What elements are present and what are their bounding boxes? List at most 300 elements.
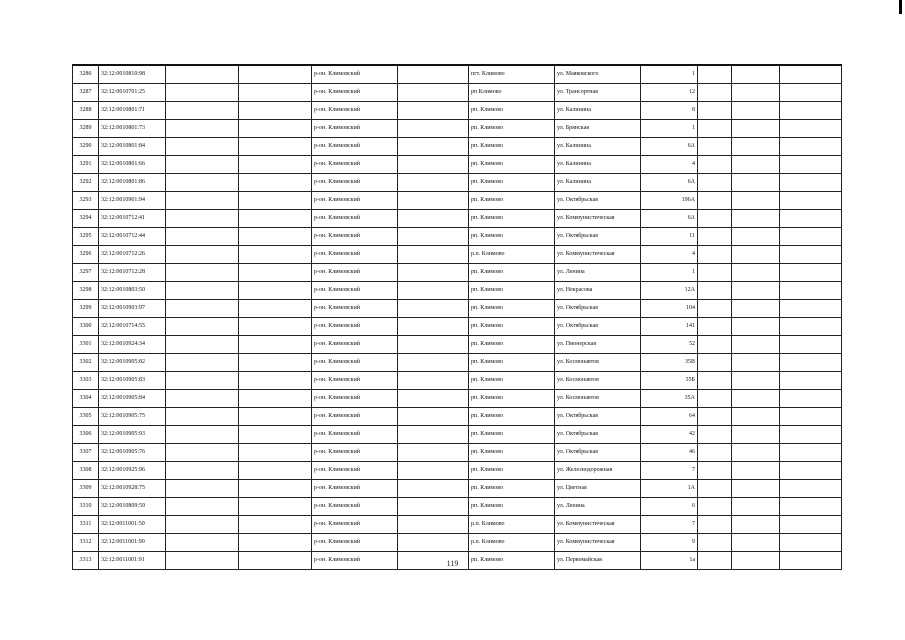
- col-4-cell: [239, 462, 312, 480]
- settlement-cell: рп. Климово: [469, 372, 555, 390]
- house-number-cell: 1: [641, 264, 698, 282]
- street-cell: ул. Космонавтов: [555, 390, 641, 408]
- house-number-cell: 196А: [641, 192, 698, 210]
- col-11-cell: [732, 444, 780, 462]
- col-4-cell: [239, 390, 312, 408]
- col-11-cell: [732, 210, 780, 228]
- street-cell: ул. Октябрьская: [555, 426, 641, 444]
- row-number-cell: 3307: [73, 444, 99, 462]
- row-number-cell: 3303: [73, 372, 99, 390]
- street-cell: ул. Трансортная: [555, 84, 641, 102]
- house-number-cell: 141: [641, 318, 698, 336]
- settlement-cell: рп. Климово: [469, 462, 555, 480]
- table-row: [73, 354, 842, 372]
- col-4-cell: [239, 120, 312, 138]
- district-cell: р-он. Климовский: [312, 138, 398, 156]
- table-row: [73, 246, 842, 264]
- cadastral-number-cell: 32:12:0010712:28: [99, 264, 166, 282]
- col-11-cell: [732, 156, 780, 174]
- table-row: [73, 264, 842, 282]
- col-3-cell: [166, 408, 239, 426]
- col-11-cell: [732, 84, 780, 102]
- district-cell: р-он. Климовский: [312, 84, 398, 102]
- col-12-cell: [780, 336, 842, 354]
- district-cell: р-он. Климовский: [312, 534, 398, 552]
- col-11-cell: [732, 480, 780, 498]
- cadastral-number-cell: 32:12:0010801:71: [99, 102, 166, 120]
- col-10-cell: [698, 264, 732, 282]
- col-4-cell: [239, 534, 312, 552]
- house-number-cell: 6А: [641, 174, 698, 192]
- col-6-cell: [398, 462, 469, 480]
- settlement-cell: рп. Климово: [469, 498, 555, 516]
- col-3-cell: [166, 102, 239, 120]
- settlement-cell: рп. Климово: [469, 102, 555, 120]
- cadastral-number-cell: 32:12:0010803:50: [99, 282, 166, 300]
- district-cell: р-он. Климовский: [312, 65, 398, 84]
- col-10-cell: [698, 444, 732, 462]
- col-6-cell: [398, 354, 469, 372]
- street-cell: ул. Космонавтов: [555, 372, 641, 390]
- district-cell: р-он. Климовский: [312, 174, 398, 192]
- cadastral-number-cell: 32:12:0010928:75: [99, 480, 166, 498]
- col-3-cell: [166, 156, 239, 174]
- row-number-cell: 3310: [73, 498, 99, 516]
- col-4-cell: [239, 138, 312, 156]
- row-number-cell: 3287: [73, 84, 99, 102]
- col-6-cell: [398, 246, 469, 264]
- col-4-cell: [239, 336, 312, 354]
- table-row: [73, 462, 842, 480]
- col-6-cell: [398, 318, 469, 336]
- house-number-cell: 9: [641, 534, 698, 552]
- row-number-cell: 3306: [73, 426, 99, 444]
- col-6-cell: [398, 480, 469, 498]
- district-cell: р-он. Климовский: [312, 336, 398, 354]
- street-cell: ул. Космонавтов: [555, 354, 641, 372]
- col-10-cell: [698, 372, 732, 390]
- row-number-cell: 3296: [73, 246, 99, 264]
- col-6-cell: [398, 516, 469, 534]
- district-cell: р-он. Климовский: [312, 246, 398, 264]
- cadastral-number-cell: 32:12:0010712:41: [99, 210, 166, 228]
- col-11-cell: [732, 65, 780, 84]
- settlement-cell: рп. Климово: [469, 354, 555, 372]
- col-10-cell: [698, 156, 732, 174]
- col-10-cell: [698, 498, 732, 516]
- col-12-cell: [780, 65, 842, 84]
- house-number-cell: 35Б: [641, 372, 698, 390]
- table-row: [73, 282, 842, 300]
- row-number-cell: 3286: [73, 65, 99, 84]
- street-cell: ул. Пионерская: [555, 336, 641, 354]
- cadastral-number-cell: 32:12:0010701:25: [99, 84, 166, 102]
- col-6-cell: [398, 390, 469, 408]
- col-11-cell: [732, 228, 780, 246]
- cadastral-number-cell: 32:12:0010905:83: [99, 372, 166, 390]
- col-6-cell: [398, 300, 469, 318]
- street-cell: ул. Маяковского: [555, 65, 641, 84]
- col-4-cell: [239, 282, 312, 300]
- col-6-cell: [398, 444, 469, 462]
- street-cell: ул. Коммунистическая: [555, 534, 641, 552]
- settlement-cell: р.п. Климово: [469, 516, 555, 534]
- settlement-cell: рп. Климово: [469, 174, 555, 192]
- col-12-cell: [780, 120, 842, 138]
- col-3-cell: [166, 228, 239, 246]
- row-number-cell: 3297: [73, 264, 99, 282]
- col-4-cell: [239, 354, 312, 372]
- row-number-cell: 3313: [73, 552, 99, 570]
- col-3-cell: [166, 246, 239, 264]
- row-number-cell: 3294: [73, 210, 99, 228]
- street-cell: ул. Коммунистическая: [555, 246, 641, 264]
- row-number-cell: 3308: [73, 462, 99, 480]
- col-10-cell: [698, 318, 732, 336]
- table-row: [73, 444, 842, 462]
- col-4-cell: [239, 84, 312, 102]
- table-row: [73, 300, 842, 318]
- col-4-cell: [239, 228, 312, 246]
- col-4-cell: [239, 480, 312, 498]
- cadastral-number-cell: 32:12:0010905:82: [99, 354, 166, 372]
- col-10-cell: [698, 390, 732, 408]
- col-12-cell: [780, 534, 842, 552]
- district-cell: р-он. Климовский: [312, 300, 398, 318]
- col-11-cell: [732, 246, 780, 264]
- settlement-cell: рп. Климово: [469, 228, 555, 246]
- col-10-cell: [698, 408, 732, 426]
- house-number-cell: 35В: [641, 354, 698, 372]
- col-3-cell: [166, 65, 239, 84]
- row-number-cell: 3304: [73, 390, 99, 408]
- col-3-cell: [166, 120, 239, 138]
- settlement-cell: пгт. Климово: [469, 65, 555, 84]
- col-10-cell: [698, 65, 732, 84]
- col-12-cell: [780, 228, 842, 246]
- district-cell: р-он. Климовский: [312, 498, 398, 516]
- register-table-body: [73, 65, 842, 570]
- street-cell: ул. Железнодорожная: [555, 462, 641, 480]
- settlement-cell: рп. Климово: [469, 426, 555, 444]
- col-12-cell: [780, 300, 842, 318]
- col-12-cell: [780, 192, 842, 210]
- street-cell: ул. Октябрьская: [555, 444, 641, 462]
- district-cell: р-он. Климовский: [312, 444, 398, 462]
- col-11-cell: [732, 174, 780, 192]
- table-row: [73, 390, 842, 408]
- col-4-cell: [239, 192, 312, 210]
- col-10-cell: [698, 84, 732, 102]
- col-12-cell: [780, 84, 842, 102]
- street-cell: ул. Калинина: [555, 156, 641, 174]
- table-row: [73, 534, 842, 552]
- col-11-cell: [732, 408, 780, 426]
- street-cell: ул. Калинина: [555, 102, 641, 120]
- col-11-cell: [732, 300, 780, 318]
- col-6-cell: [398, 498, 469, 516]
- col-3-cell: [166, 336, 239, 354]
- settlement-cell: рп. Климово: [469, 120, 555, 138]
- col-12-cell: [780, 462, 842, 480]
- district-cell: р-он. Климовский: [312, 156, 398, 174]
- col-12-cell: [780, 516, 842, 534]
- district-cell: р-он. Климовский: [312, 192, 398, 210]
- col-12-cell: [780, 282, 842, 300]
- cadastral-number-cell: 32:12:0010810:98: [99, 65, 166, 84]
- street-cell: ул. Первомайская: [555, 552, 641, 570]
- cadastral-number-cell: 32:12:0011001:91: [99, 552, 166, 570]
- table-row: [73, 498, 842, 516]
- row-number-cell: 3298: [73, 282, 99, 300]
- house-number-cell: 8: [641, 102, 698, 120]
- cadastral-number-cell: 32:12:0010801:84: [99, 138, 166, 156]
- col-4-cell: [239, 210, 312, 228]
- row-number-cell: 3289: [73, 120, 99, 138]
- table-row: [73, 210, 842, 228]
- col-12-cell: [780, 156, 842, 174]
- row-number-cell: 3293: [73, 192, 99, 210]
- col-6-cell: [398, 210, 469, 228]
- register-table: [72, 64, 842, 570]
- row-number-cell: 3291: [73, 156, 99, 174]
- col-10-cell: [698, 534, 732, 552]
- col-12-cell: [780, 372, 842, 390]
- col-4-cell: [239, 408, 312, 426]
- cadastral-number-cell: 32:12:0010905:84: [99, 390, 166, 408]
- col-4-cell: [239, 174, 312, 192]
- house-number-cell: 46: [641, 444, 698, 462]
- col-12-cell: [780, 138, 842, 156]
- cadastral-number-cell: 32:12:0010901:94: [99, 192, 166, 210]
- street-cell: ул. Ленина: [555, 264, 641, 282]
- col-3-cell: [166, 498, 239, 516]
- settlement-cell: р.п. Климово: [469, 246, 555, 264]
- street-cell: ул. Октябрьская: [555, 408, 641, 426]
- district-cell: р-он. Климовский: [312, 282, 398, 300]
- col-6-cell: [398, 228, 469, 246]
- col-4-cell: [239, 444, 312, 462]
- col-10-cell: [698, 480, 732, 498]
- table-row: [73, 84, 842, 102]
- col-12-cell: [780, 174, 842, 192]
- col-11-cell: [732, 336, 780, 354]
- col-4-cell: [239, 516, 312, 534]
- col-3-cell: [166, 462, 239, 480]
- col-3-cell: [166, 426, 239, 444]
- col-12-cell: [780, 264, 842, 282]
- district-cell: р-он. Климовский: [312, 390, 398, 408]
- col-6-cell: [398, 138, 469, 156]
- col-12-cell: [780, 426, 842, 444]
- settlement-cell: рп. Климово: [469, 444, 555, 462]
- col-11-cell: [732, 138, 780, 156]
- col-6-cell: [398, 264, 469, 282]
- col-12-cell: [780, 390, 842, 408]
- col-6-cell: [398, 372, 469, 390]
- col-6-cell: [398, 336, 469, 354]
- col-10-cell: [698, 210, 732, 228]
- house-number-cell: 7: [641, 516, 698, 534]
- street-cell: ул. Некрасова: [555, 282, 641, 300]
- cadastral-number-cell: 32:12:0010809:59: [99, 498, 166, 516]
- street-cell: ул. Коммунистическая: [555, 210, 641, 228]
- row-number-cell: 3312: [73, 534, 99, 552]
- col-11-cell: [732, 498, 780, 516]
- cadastral-number-cell: 32:12:0010925:96: [99, 462, 166, 480]
- col-3-cell: [166, 84, 239, 102]
- settlement-cell: рп. Климово: [469, 390, 555, 408]
- row-number-cell: 3301: [73, 336, 99, 354]
- settlement-cell: рп. Климово: [469, 336, 555, 354]
- col-10-cell: [698, 354, 732, 372]
- house-number-cell: 1А: [641, 480, 698, 498]
- settlement-cell: рп. Климово: [469, 318, 555, 336]
- district-cell: р-он. Климовский: [312, 210, 398, 228]
- col-4-cell: [239, 372, 312, 390]
- house-number-cell: 52: [641, 336, 698, 354]
- cadastral-number-cell: 32:12:0010905:93: [99, 426, 166, 444]
- row-number-cell: 3302: [73, 354, 99, 372]
- settlement-cell: р.п. Климово: [469, 534, 555, 552]
- cadastral-number-cell: 32:12:0011001:50: [99, 516, 166, 534]
- col-10-cell: [698, 228, 732, 246]
- col-6-cell: [398, 192, 469, 210]
- col-4-cell: [239, 102, 312, 120]
- table-row: [73, 174, 842, 192]
- col-11-cell: [732, 534, 780, 552]
- col-10-cell: [698, 102, 732, 120]
- table-row: [73, 372, 842, 390]
- house-number-cell: 64: [641, 408, 698, 426]
- col-6-cell: [398, 65, 469, 84]
- street-cell: ул. Брянская: [555, 120, 641, 138]
- cadastral-number-cell: 32:12:0011001:90: [99, 534, 166, 552]
- col-6-cell: [398, 174, 469, 192]
- row-number-cell: 3292: [73, 174, 99, 192]
- col-12-cell: [780, 102, 842, 120]
- table-row: [73, 318, 842, 336]
- table-row: [73, 426, 842, 444]
- col-4-cell: [239, 498, 312, 516]
- col-6-cell: [398, 534, 469, 552]
- district-cell: р-он. Климовский: [312, 372, 398, 390]
- house-number-cell: 35А: [641, 390, 698, 408]
- district-cell: р-он. Климовский: [312, 426, 398, 444]
- col-11-cell: [732, 462, 780, 480]
- cadastral-number-cell: 32:12:0010712:44: [99, 228, 166, 246]
- house-number-cell: 6: [641, 498, 698, 516]
- col-3-cell: [166, 282, 239, 300]
- settlement-cell: рп. Климово: [469, 192, 555, 210]
- col-11-cell: [732, 516, 780, 534]
- col-10-cell: [698, 174, 732, 192]
- row-number-cell: 3305: [73, 408, 99, 426]
- district-cell: р-он. Климовский: [312, 480, 398, 498]
- col-10-cell: [698, 300, 732, 318]
- house-number-cell: 12А: [641, 282, 698, 300]
- cadastral-number-cell: 32:12:0010924:34: [99, 336, 166, 354]
- table-row: [73, 65, 842, 84]
- col-4-cell: [239, 65, 312, 84]
- cadastral-number-cell: 32:12:0010714:55: [99, 318, 166, 336]
- table-row: [73, 408, 842, 426]
- district-cell: р-он. Климовский: [312, 102, 398, 120]
- col-6-cell: [398, 102, 469, 120]
- col-11-cell: [732, 282, 780, 300]
- table-row: [73, 480, 842, 498]
- table-row: [73, 228, 842, 246]
- settlement-cell: рп. Климово: [469, 282, 555, 300]
- col-10-cell: [698, 246, 732, 264]
- row-number-cell: 3311: [73, 516, 99, 534]
- col-11-cell: [732, 264, 780, 282]
- house-number-cell: 104: [641, 300, 698, 318]
- col-3-cell: [166, 354, 239, 372]
- street-cell: ул. Октябрьская: [555, 192, 641, 210]
- col-11-cell: [732, 102, 780, 120]
- row-number-cell: 3290: [73, 138, 99, 156]
- table-row: [73, 138, 842, 156]
- district-cell: р-он. Климовский: [312, 120, 398, 138]
- row-number-cell: 3309: [73, 480, 99, 498]
- settlement-cell: рп. Климово: [469, 210, 555, 228]
- settlement-cell: рп. Климово: [469, 552, 555, 570]
- table-row: [73, 516, 842, 534]
- cadastral-number-cell: 32:12:0010801:86: [99, 174, 166, 192]
- settlement-cell: рп. Климово: [469, 408, 555, 426]
- house-number-cell: 1а: [641, 552, 698, 570]
- col-6-cell: [398, 282, 469, 300]
- district-cell: р-он. Климовский: [312, 408, 398, 426]
- col-4-cell: [239, 426, 312, 444]
- col-3-cell: [166, 480, 239, 498]
- settlement-cell: рп. Климово: [469, 156, 555, 174]
- col-11-cell: [732, 372, 780, 390]
- col-11-cell: [732, 192, 780, 210]
- col-11-cell: [732, 426, 780, 444]
- col-6-cell: [398, 408, 469, 426]
- col-4-cell: [239, 246, 312, 264]
- house-number-cell: 4: [641, 156, 698, 174]
- col-12-cell: [780, 318, 842, 336]
- cadastral-number-cell: 32:12:0010712:26: [99, 246, 166, 264]
- col-3-cell: [166, 192, 239, 210]
- table-row: [73, 192, 842, 210]
- house-number-cell: 7: [641, 462, 698, 480]
- cadastral-number-cell: 32:12:0010801:73: [99, 120, 166, 138]
- cadastral-number-cell: 32:12:0010903:97: [99, 300, 166, 318]
- col-3-cell: [166, 444, 239, 462]
- street-cell: ул. Октябрьская: [555, 228, 641, 246]
- table-row: [73, 102, 842, 120]
- col-12-cell: [780, 246, 842, 264]
- street-cell: ул. Октябрьская: [555, 318, 641, 336]
- col-12-cell: [780, 480, 842, 498]
- col-11-cell: [732, 120, 780, 138]
- col-10-cell: [698, 516, 732, 534]
- district-cell: р-он. Климовский: [312, 354, 398, 372]
- col-12-cell: [780, 408, 842, 426]
- page-number: 119: [446, 559, 459, 568]
- col-10-cell: [698, 282, 732, 300]
- house-number-cell: 12: [641, 84, 698, 102]
- col-3-cell: [166, 372, 239, 390]
- table-row: [73, 120, 842, 138]
- table-row: [73, 156, 842, 174]
- col-12-cell: [780, 210, 842, 228]
- street-cell: ул. Коммунистическая: [555, 516, 641, 534]
